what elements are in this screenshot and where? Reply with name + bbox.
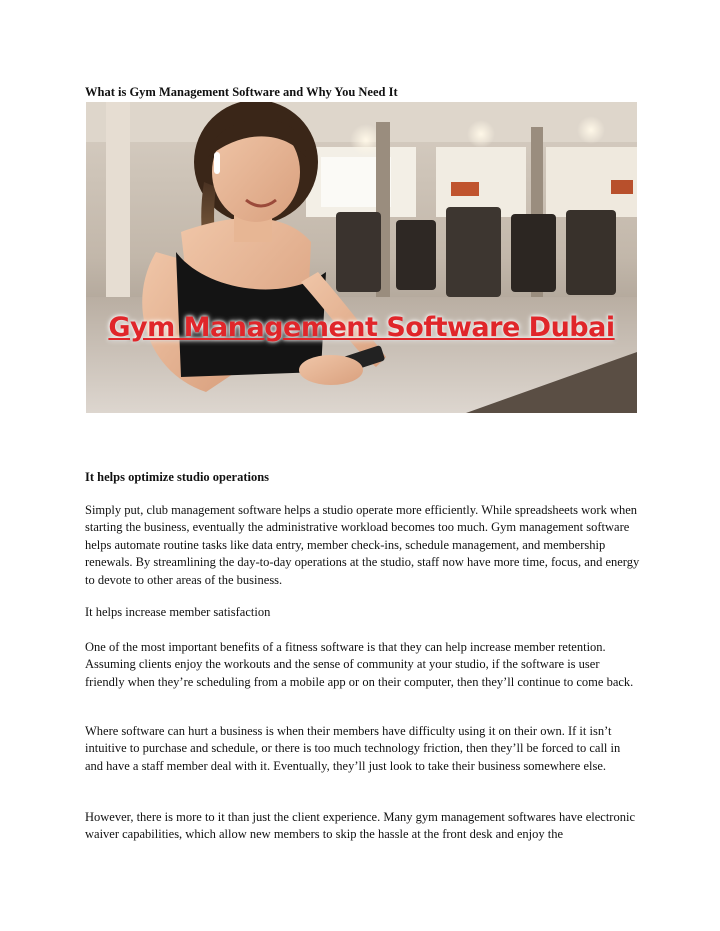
hero-caption: Gym Management Software Dubai [108,312,615,343]
paragraph-retention: One of the most important benefits of a fitness software is that they can help increase member retention. Assuming clients enjoy the workouts and the sense of community at your studio, if the software is user friendly when they’re scheduling from a mobile app or on their computer, then they’ll continue to come back. [85,640,634,689]
section-heading: It helps optimize studio operations [85,470,270,484]
hero-image [86,102,637,413]
subheading-satisfaction: It helps increase member satisfaction [85,605,271,619]
paragraph-friction: Where software can hurt a business is when their members have difficulty using it on their own. If it isn’t intuitive to purchase and schedule, or there is too much technology friction, then they’ll be forced to call in and have a staff member deal with it. Eventually, they’ll just look to take their business somewhere else. [85,724,621,773]
paragraph-waiver: However, there is more to it than just the client experience. Many gym management softwares have electronic waiver capabilities, which allow new members to skip the hassle at the front desk and enjoy the [85,810,635,842]
paragraph-operations: Simply put, club management software helps a studio operate more efficiently. While spreadsheets work when starting the business, eventually the administrative workload becomes too much. Gym management software helps automate routine tasks like data entry, member check-ins, schedule management, and membership renewals. By streamlining the day-to-day operations at the studio, staff now have more time, focus, and energy to devote to other areas of the business. [85,503,640,587]
gym-photo-illustration [86,102,637,413]
page-title: What is Gym Management Software and Why You Need It [85,85,398,99]
